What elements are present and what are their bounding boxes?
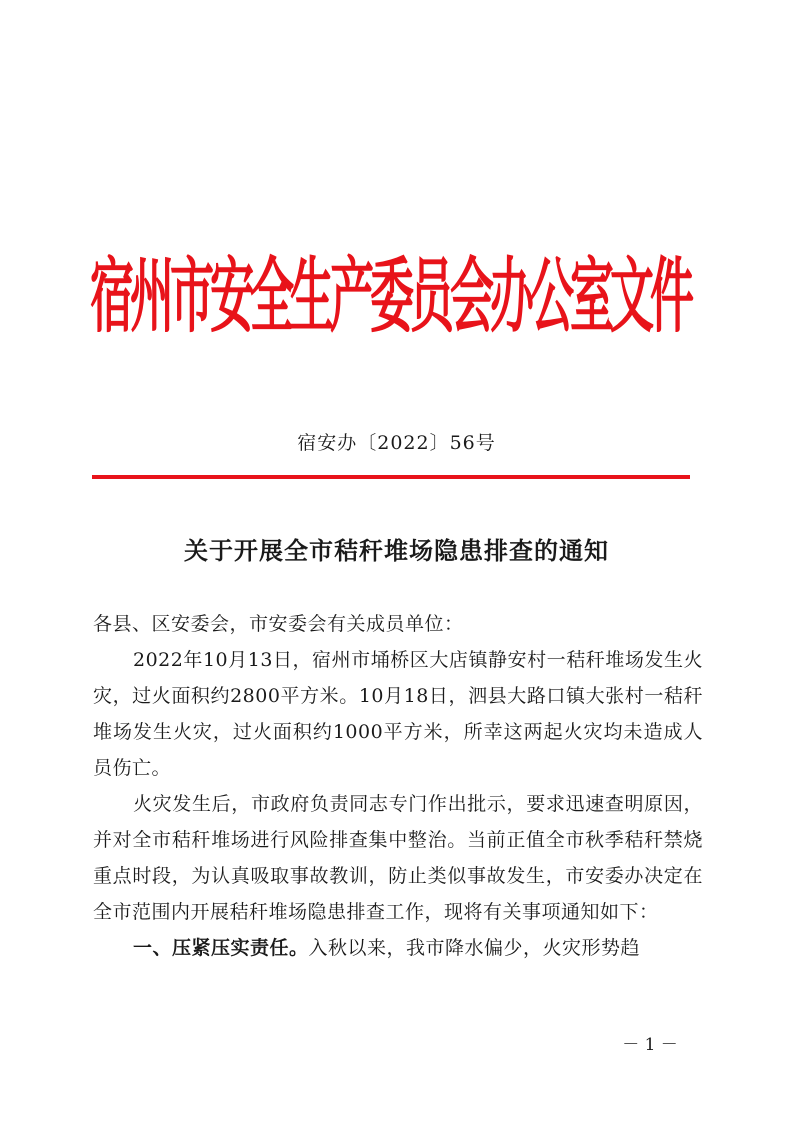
masthead-title xyxy=(90,248,710,348)
paragraph-incident: 2022年10月13日，宿州市埇桥区大店镇静安村一秸秆堆场发生火灾，过火面积约2800平方米。10月18日，泗县大路口镇大张村一秸秆堆场发生火灾，过火面积约1000平方米，所幸这两起火灾均未造成人员伤亡。 xyxy=(93,649,703,779)
section-1 xyxy=(93,930,703,966)
paragraph-response: 火灾发生后，市政府负责同志专门作出批示，要求迅速查明原因，并对全市秸秆堆场进行风险排查集中整治。当前正值全市秋季秸秆禁烧重点时段，为认真吸取事故教训，防止类似事故发生，市安委办决定在全市范围内开展秸秆堆场隐患排查工作，现将有关事项通知如下： xyxy=(93,793,703,923)
red-divider-line xyxy=(92,475,690,479)
notice-title: 关于开展全市秸秆堆场隐患排查的通知 xyxy=(184,536,609,565)
recipients-line: 各县、区安委会，市安委会有关成员单位： xyxy=(93,613,464,635)
document-body xyxy=(93,606,703,966)
section-1-heading: 一、压紧压实责任。 xyxy=(133,937,309,959)
page-number: － 1 － xyxy=(622,1035,678,1055)
document-number: 宿安办〔2022〕56号 xyxy=(297,432,496,454)
masthead-text: 宿州市安全生产委员会办公室文件 xyxy=(90,249,690,345)
section-1-text: 入秋以来，我市降水偏少，火灾形势趋 xyxy=(308,937,641,959)
